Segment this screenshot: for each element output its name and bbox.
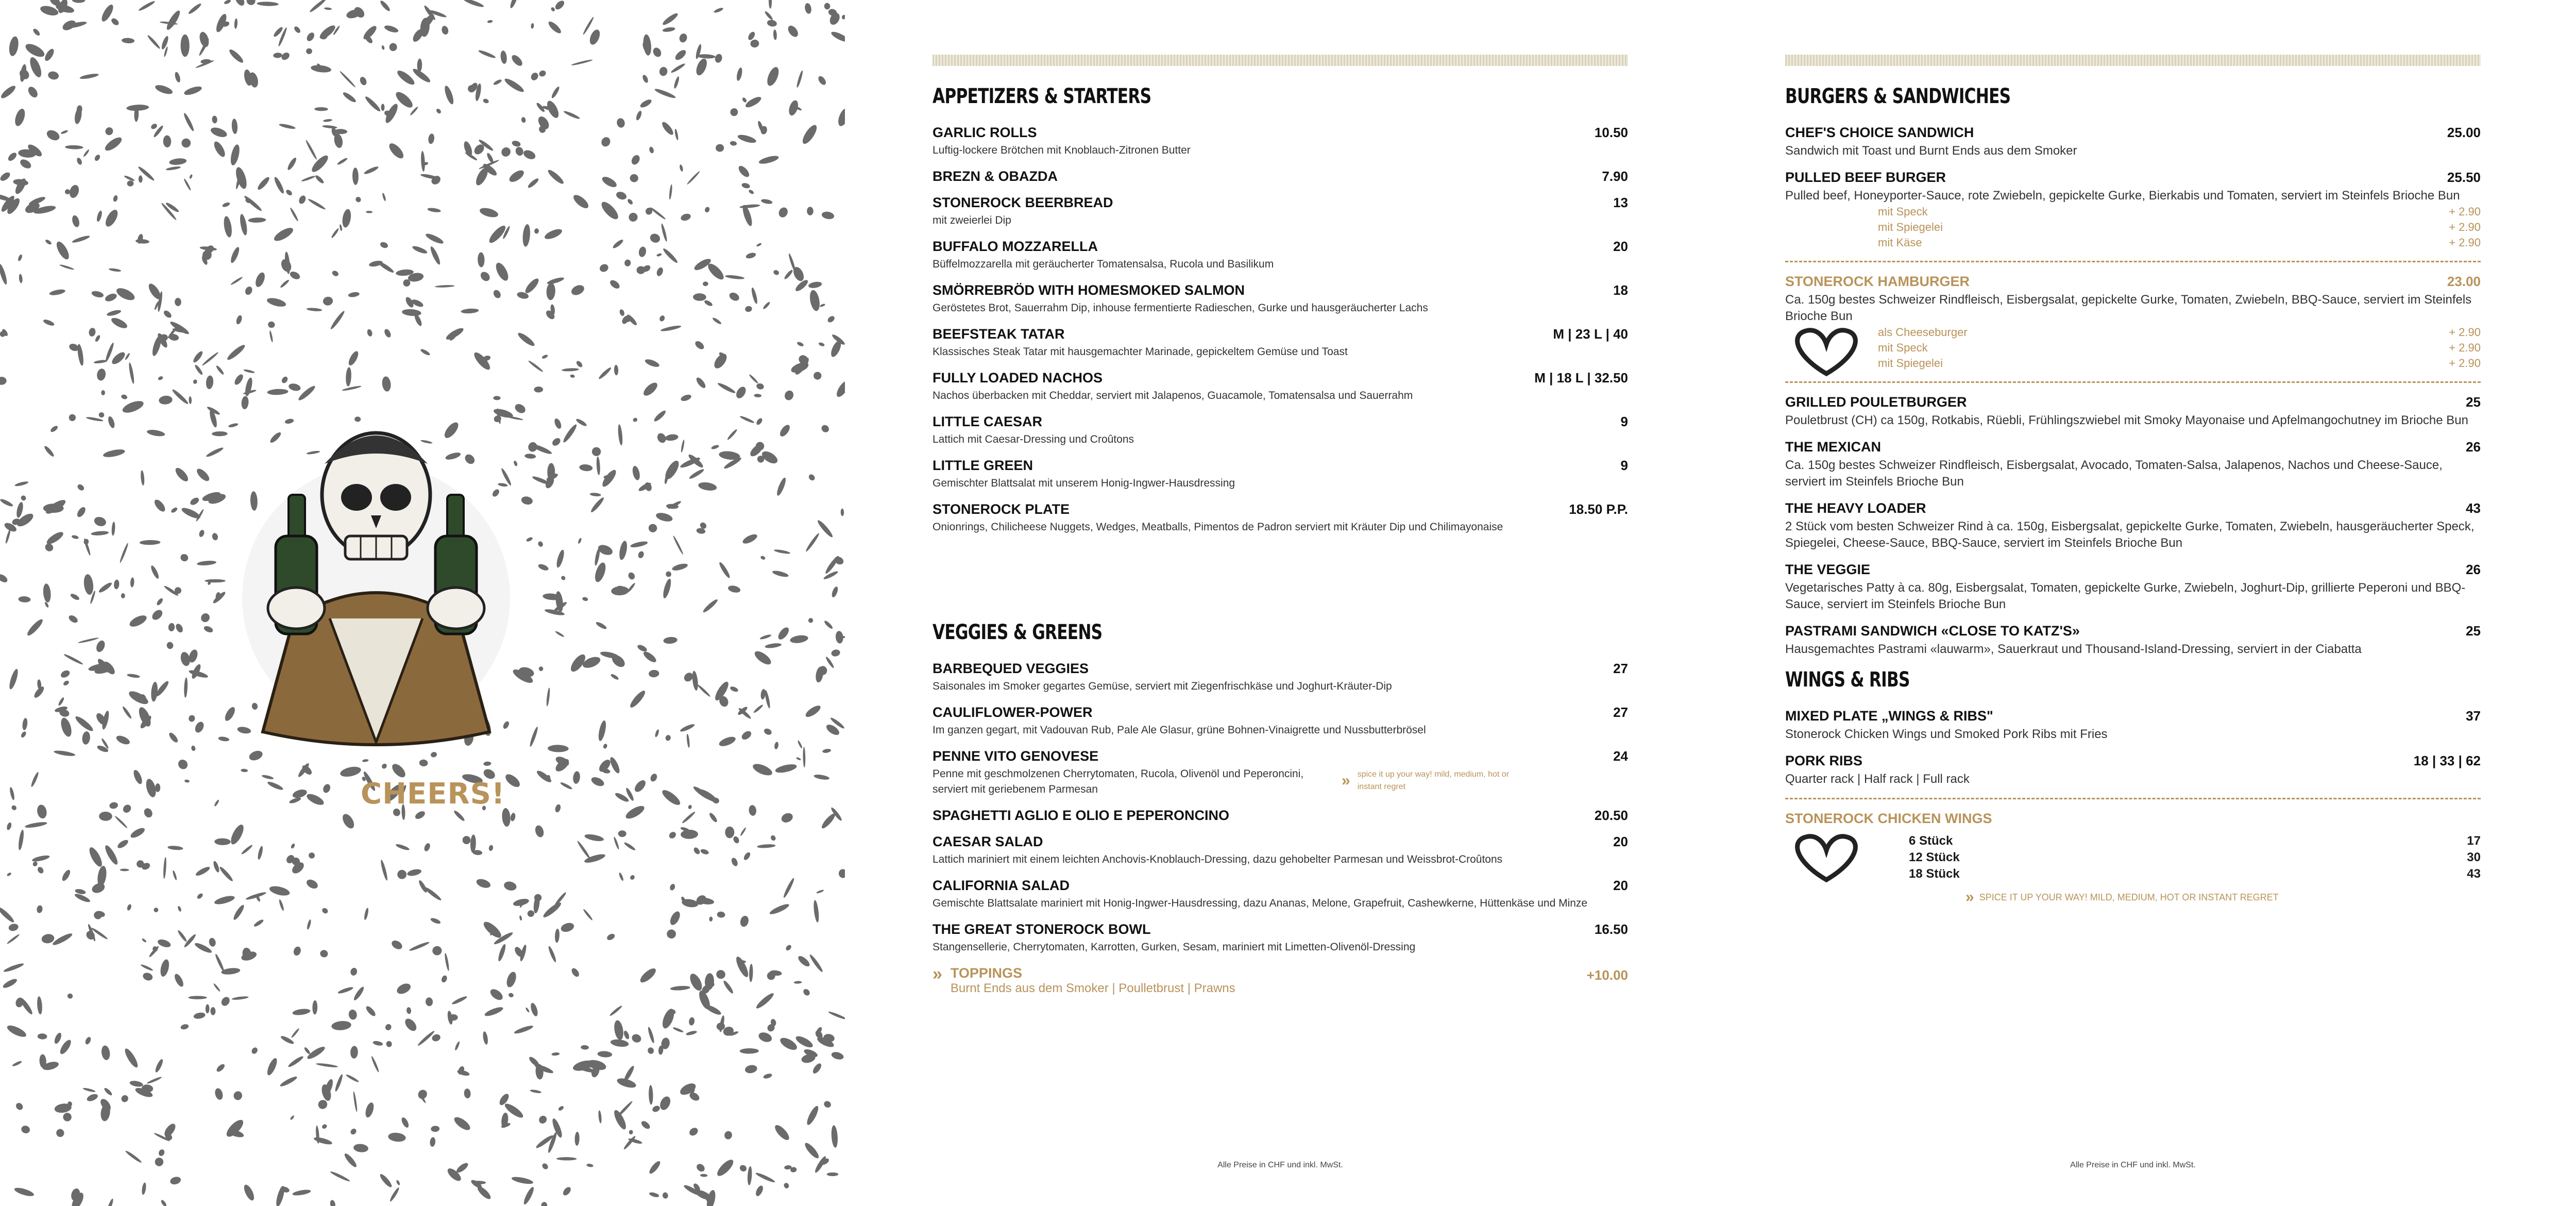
item-name: STONEROCK BEERBREAD	[933, 195, 1113, 210]
menu-item	[1785, 170, 2481, 250]
menu-item	[933, 169, 1628, 185]
item-desc: Nachos überbacken mit Cheddar, serviert mit Jalapenos, Guacamole, Tomatensalsa und Sauerrahm	[933, 390, 1413, 401]
item-row	[1785, 500, 2481, 516]
menu-item	[1785, 753, 2481, 788]
toppings-items: Burnt Ends aus dem Smoker | Poulletbrust | Prawns	[950, 981, 1235, 995]
item-row	[1785, 623, 2481, 639]
item-name: CAULIFLOWER-POWER	[933, 705, 1093, 720]
menu-item	[933, 239, 1628, 272]
item-desc: Vegetarisches Patty à ca. 80g, Eisbergsalat, Tomaten, gepickelte Gurke, Zwiebeln, Joghurt-Dip, grillierte Peperoni und BBQ-Sauce, serviert im Steinfels Brioche Bun	[1785, 581, 2466, 611]
item-price: 27	[1613, 705, 1628, 720]
item-desc: Büffelmozzarella mit geräucherter Tomatensalsa, Rucola und Basilikum	[933, 258, 1274, 270]
section-title-burgers: BURGERS & SANDWICHES	[1785, 85, 2011, 108]
item-name: PULLED BEEF BURGER	[1785, 170, 1946, 185]
item-desc: Luftig-lockere Brötchen mit Knoblauch-Zitronen Butter	[933, 144, 1191, 156]
item-price: 43	[2466, 500, 2481, 516]
item-desc: Stonerock Chicken Wings und Smoked Pork Ribs mit Fries	[1785, 727, 2108, 741]
item-name: CALIFORNIA SALAD	[933, 878, 1070, 893]
item-extra	[1785, 235, 2481, 250]
item-name: BEEFSTEAK TATAR	[933, 326, 1065, 342]
heart-hands-icon	[1785, 831, 1868, 887]
item-desc: Pulled beef, Honeyporter-Sauce, rote Zwiebeln, gepickelte Gurke, Bierkabis und Tomaten, serviert im Steinfels Brioche Bun	[1785, 189, 2460, 203]
burgers-list	[1785, 125, 2481, 250]
item-row	[933, 169, 1628, 185]
extra-label: mit Käse	[1878, 236, 1922, 249]
menu-item	[933, 125, 1628, 158]
item-row	[933, 501, 1628, 517]
item-desc: Onionrings, Chilicheese Nuggets, Wedges, Meatballs, Pimentos de Padron serviert mit Kräuter Dip und Chilimayonaise	[933, 521, 1503, 533]
double-chevron-icon: »	[1965, 889, 1974, 906]
item-row	[933, 414, 1628, 430]
item-name: SMÖRREBRÖD WITH HOMESMOKED SALMON	[933, 282, 1245, 298]
menu-item	[933, 878, 1628, 911]
item-name: CAESAR SALAD	[933, 834, 1043, 849]
wings-price: 17	[2467, 834, 2481, 848]
dashed-divider	[1785, 261, 2481, 262]
item-price: 25.00	[2447, 125, 2481, 140]
double-chevron-icon: »	[1342, 772, 1350, 789]
item-row	[933, 282, 1628, 298]
section-title-appetizers: APPETIZERS & STARTERS	[933, 85, 1151, 108]
item-desc: mit zweierlei Dip	[933, 214, 1011, 226]
spice-hint-row	[1785, 889, 2481, 906]
item-desc: Geröstetes Brot, Sauerrahm Dip, inhouse fermentierte Radieschen, Gurke und hausgeräucherter Lachs	[933, 302, 1428, 314]
item-hint: spice it up your way! mild, medium, hot or instant regret	[1357, 770, 1510, 791]
menu-item	[933, 195, 1628, 228]
item-name: STONEROCK PLATE	[933, 501, 1070, 517]
item-row	[933, 125, 1628, 141]
menu-item	[933, 370, 1628, 404]
item-row	[1785, 439, 2481, 455]
item-price: 9	[1620, 458, 1628, 473]
top-band	[933, 55, 1628, 66]
menu-item	[1785, 708, 2481, 743]
menu-item	[933, 414, 1628, 447]
heart-hands-icon	[1785, 325, 1868, 381]
menu-item	[933, 661, 1628, 694]
item-price: 27	[1613, 661, 1628, 676]
item-row	[933, 705, 1628, 721]
item-extra	[1785, 356, 2481, 371]
item-price: 18.50 P.P.	[1569, 501, 1628, 517]
item-name: FULLY LOADED NACHOS	[933, 370, 1103, 386]
item-name: GRILLED POULETBURGER	[1785, 394, 1967, 410]
item-name: PASTRAMI SANDWICH «CLOSE TO KATZ'S»	[1785, 623, 2080, 639]
item-desc: Stangensellerie, Cherrytomaten, Karrotten, Gurken, Sesam, mariniert mit Limetten-Olivenöl-Dressing	[933, 941, 1416, 953]
menu-item-hamburger	[1785, 274, 2481, 371]
item-row	[933, 922, 1628, 937]
item-price: 20.50	[1594, 808, 1628, 823]
item-price: 18	[1613, 282, 1628, 298]
wings-list	[1785, 708, 2481, 788]
extra-price: + 2.90	[2449, 236, 2481, 249]
item-desc: Klassisches Steak Tatar mit hausgemachter Marinade, gepickeltem Gemüse und Toast	[933, 346, 1348, 358]
wings-price: 30	[2467, 850, 2481, 864]
wings-row	[1785, 849, 2481, 866]
item-price: 23.00	[2447, 274, 2481, 289]
item-row	[933, 661, 1628, 677]
item-extra	[1785, 204, 2481, 220]
item-row	[1785, 170, 2481, 186]
item-price: 24	[1613, 748, 1628, 764]
item-price: 26	[2466, 562, 2481, 577]
menu-item	[933, 326, 1628, 360]
item-row	[1785, 753, 2481, 769]
item-row	[933, 808, 1628, 824]
item-desc: Quarter rack | Half rack | Full rack	[1785, 772, 1970, 786]
item-row	[1785, 394, 2481, 410]
item-desc: Sandwich mit Toast und Burnt Ends aus dem Smoker	[1785, 144, 2077, 158]
item-price: M | 23 L | 40	[1553, 326, 1628, 342]
item-desc: Gemischter Blattsalat mit unserem Honig-Ingwer-Hausdressing	[933, 477, 1235, 489]
item-price: 9	[1620, 414, 1628, 429]
item-name: PENNE VITO GENOVESE	[933, 748, 1099, 764]
item-row	[933, 195, 1628, 211]
item-price: 10.50	[1594, 125, 1628, 140]
extra-label: als Cheeseburger	[1878, 326, 1968, 339]
item-extra	[1785, 220, 2481, 235]
spice-hint: SPICE IT UP YOUR WAY! MILD, MEDIUM, HOT OR INSTANT REGRET	[1979, 892, 2279, 902]
wings-row	[1785, 833, 2481, 849]
menu-item	[933, 458, 1628, 491]
veggies-list	[933, 661, 1628, 955]
wings-count: 18 Stück	[1909, 867, 1960, 881]
item-desc: Pouletbrust (CH) ca 150g, Rotkabis, Rüebli, Frühlingszwiebel mit Smoky Mayonaise und Apfelmangochutney im Brioche Bun	[1785, 413, 2468, 427]
column-appetizers-veggies	[933, 0, 1628, 1206]
item-row	[933, 878, 1628, 894]
item-name: LITTLE GREEN	[933, 458, 1033, 473]
menu-item	[1785, 562, 2481, 613]
burgers-list-2	[1785, 394, 2481, 658]
appetizers-list	[933, 125, 1628, 535]
chicken-wings-title: STONEROCK CHICKEN WINGS	[1785, 811, 1992, 826]
item-name: SPAGHETTI AGLIO E OLIO E PEPERONCINO	[933, 808, 1230, 823]
footnote: Alle Preise in CHF und inkl. MwSt.	[1217, 1161, 1343, 1169]
toppings-price: +10.00	[1586, 967, 1628, 983]
item-price: 7.90	[1602, 169, 1628, 184]
menu-item	[1785, 439, 2481, 490]
item-price: 20	[1613, 239, 1628, 254]
wings-count: 6 Stück	[1909, 834, 1953, 848]
item-desc: Ca. 150g bestes Schweizer Rindfleisch, Eisbergsalat, Avocado, Tomaten-Salsa, Jalapenos, Nachos und Cheese-Sauce, serviert im Steinfels Brioche Bun	[1785, 458, 2443, 489]
column-burgers-wings	[1785, 0, 2481, 1206]
menu-item	[1785, 500, 2481, 551]
item-name: BUFFALO MOZZARELLA	[933, 239, 1098, 254]
decorative-panel	[0, 0, 845, 1206]
toppings-row	[933, 965, 1628, 996]
item-desc: Penne mit geschmolzenen Cherrytomaten, Rucola, Olivenöl und Peperoncini, serviert mit geriebenem Parmesan	[933, 768, 1304, 795]
section-title-wings: WINGS & RIBS	[1785, 668, 1910, 692]
item-row	[933, 239, 1628, 255]
footnote: Alle Preise in CHF und inkl. MwSt.	[2070, 1161, 2196, 1169]
item-desc: Gemischte Blattsalate mariniert mit Honig-Ingwer-Hausdressing, dazu Ananas, Melone, Grapefruit, Cashewkerne, Hüttenkäse und Minze	[933, 897, 1588, 909]
double-chevron-icon: »	[933, 964, 942, 984]
item-price: M | 18 L | 32.50	[1534, 370, 1628, 386]
item-price: 26	[2466, 439, 2481, 455]
item-name: LITTLE CAESAR	[933, 414, 1042, 429]
extra-label: mit Spiegelei	[1878, 221, 1943, 233]
item-name: BARBEQUED VEGGIES	[933, 661, 1089, 676]
extra-label: mit Spiegelei	[1878, 357, 1943, 370]
menu-item	[933, 922, 1628, 955]
dashed-divider	[1785, 798, 2481, 799]
menu-item	[1785, 394, 2481, 429]
menu-item	[1785, 125, 2481, 159]
menu-item	[933, 705, 1628, 738]
extra-price: + 2.90	[2449, 205, 2481, 218]
item-row	[933, 458, 1628, 474]
dashed-divider	[1785, 381, 2481, 383]
cheers-label: CHEERS!	[361, 777, 505, 811]
wings-count: 12 Stück	[1909, 850, 1960, 864]
extra-price: + 2.90	[2449, 326, 2481, 339]
extra-price: + 2.90	[2449, 221, 2481, 233]
extra-label: mit Speck	[1878, 341, 1928, 354]
item-extra	[1785, 340, 2481, 356]
item-name: THE VEGGIE	[1785, 562, 1871, 577]
item-desc: 2 Stück vom besten Schweizer Rind à ca. 150g, Eisbergsalat, gepickelte Gurke, Tomaten, Zwiebeln, hausgeräucherter Speck, Spiegelei, Cheese-Sauce, BBQ-Sauce, serviert im Steinfels Brioche Bun	[1785, 520, 2475, 550]
menu-item	[933, 808, 1628, 824]
item-row	[933, 748, 1628, 764]
item-price: 25.50	[2447, 170, 2481, 185]
item-name: PORK RIBS	[1785, 753, 1863, 768]
item-name: THE HEAVY LOADER	[1785, 500, 1926, 516]
item-row	[1785, 708, 2481, 724]
menu-item	[1785, 623, 2481, 658]
menu-item	[933, 501, 1628, 535]
menu-item	[933, 282, 1628, 316]
extra-price: + 2.90	[2449, 357, 2481, 370]
item-price: 25	[2466, 623, 2481, 639]
extra-label: mit Speck	[1878, 205, 1928, 218]
item-name: GARLIC ROLLS	[933, 125, 1037, 140]
item-price: 20	[1613, 878, 1628, 893]
item-desc: Hausgemachtes Pastrami «lauwarm», Sauerkraut und Thousand-Island-Dressing, serviert in der Ciabatta	[1785, 642, 2362, 656]
section-title-veggies: VEGGIES & GREENS	[933, 621, 1103, 644]
item-desc: Im ganzen gegart, mit Vadouvan Rub, Pale Ale Glasur, grüne Bohnen-Vinaigrette und Nussbutterbrösel	[933, 724, 1426, 736]
item-price: 20	[1613, 834, 1628, 849]
top-band	[1785, 55, 2481, 66]
toppings-label: TOPPINGS	[950, 965, 1022, 981]
item-desc: Saisonales im Smoker gegartes Gemüse, serviert mit Ziegenfrischkäse und Joghurt-Kräuter-Dip	[933, 680, 1392, 692]
extra-price: + 2.90	[2449, 341, 2481, 354]
menu-item	[933, 834, 1628, 867]
item-name: THE GREAT STONEROCK BOWL	[933, 922, 1151, 937]
item-price: 18 | 33 | 62	[2413, 753, 2481, 768]
item-name: THE MEXICAN	[1785, 439, 1882, 455]
skeleton-illustration	[0, 0, 845, 1206]
item-row	[933, 326, 1628, 342]
item-desc: Lattich mit Caesar-Dressing und Croûtons	[933, 433, 1134, 445]
wings-row	[1785, 866, 2481, 882]
item-price: 25	[2466, 394, 2481, 410]
item-row	[933, 370, 1628, 386]
item-row	[1785, 125, 2481, 141]
item-name: CHEF'S CHOICE SANDWICH	[1785, 125, 1974, 140]
item-extra	[1785, 325, 2481, 340]
item-name: BREZN & OBAZDA	[933, 169, 1058, 184]
item-name: MIXED PLATE „WINGS & RIBS"	[1785, 708, 1993, 724]
item-price: 37	[2466, 708, 2481, 724]
wings-price: 43	[2467, 867, 2481, 881]
item-price: 13	[1613, 195, 1628, 210]
item-name: STONEROCK HAMBURGER	[1785, 274, 1970, 289]
item-row	[1785, 562, 2481, 578]
item-row	[933, 834, 1628, 850]
item-desc: Ca. 150g bestes Schweizer Rindfleisch, Eisbergsalat, gepickelte Gurke, Tomaten, Zwiebeln, BBQ-Sauce, serviert im Steinfels Brioche Bun	[1785, 293, 2472, 323]
item-desc: Lattich mariniert mit einem leichten Anchovis-Knoblauch-Dressing, dazu gehobelter Parmesan und Weissbrot-Croûtons	[933, 853, 1503, 865]
item-price: 16.50	[1594, 922, 1628, 937]
menu-item	[933, 748, 1628, 797]
